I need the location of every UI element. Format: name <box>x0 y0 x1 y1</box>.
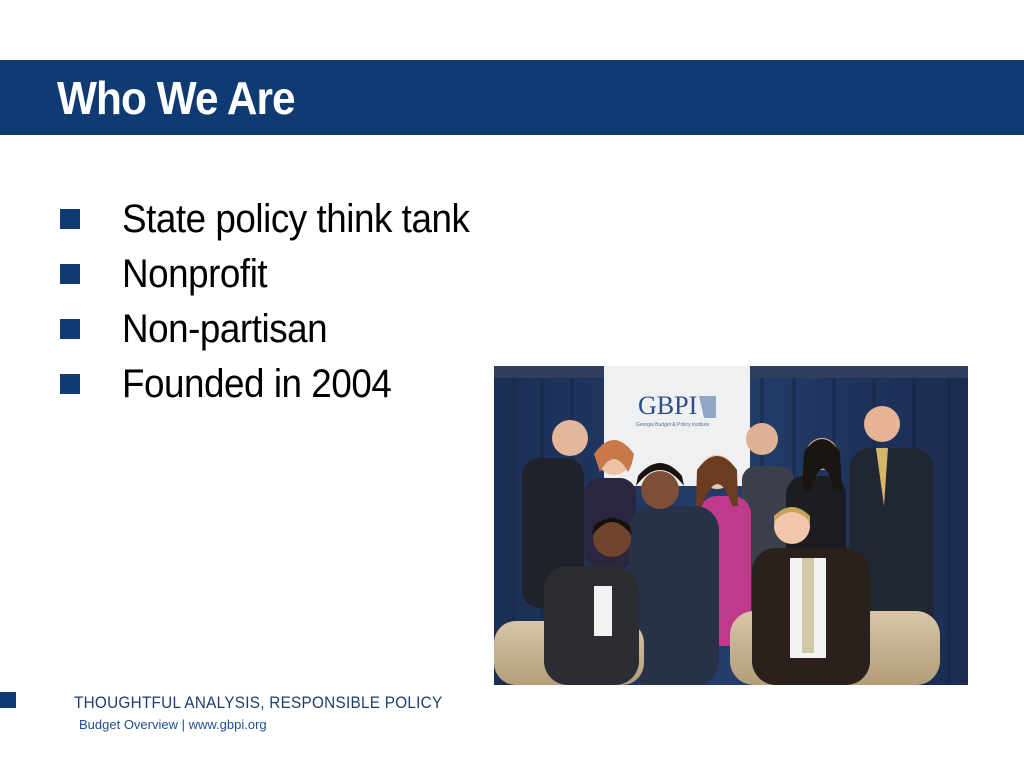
square-bullet-icon <box>60 209 80 229</box>
slide-title: Who We Are <box>57 72 295 124</box>
square-bullet-icon <box>60 264 80 284</box>
banner-logo-subtext: Georgia Budget & Policy Institute <box>636 422 710 428</box>
bullet-text: Founded in 2004 <box>122 362 392 406</box>
square-mark-icon <box>0 692 16 708</box>
bullet-text: Non-partisan <box>122 307 328 351</box>
square-bullet-icon <box>60 374 80 394</box>
banner-logo-text: GBPI <box>638 391 698 420</box>
bullet-text: Nonprofit <box>122 252 268 296</box>
footer-text: Budget Overview | www.gbpi.org <box>79 717 267 732</box>
bullet-text: State policy think tank <box>122 197 470 241</box>
square-bullet-icon <box>60 319 80 339</box>
footer-tagline: THOUGHTFUL ANALYSIS, RESPONSIBLE POLICY <box>74 693 443 712</box>
team-photo <box>494 366 968 685</box>
team-photo-illustration <box>494 366 968 685</box>
